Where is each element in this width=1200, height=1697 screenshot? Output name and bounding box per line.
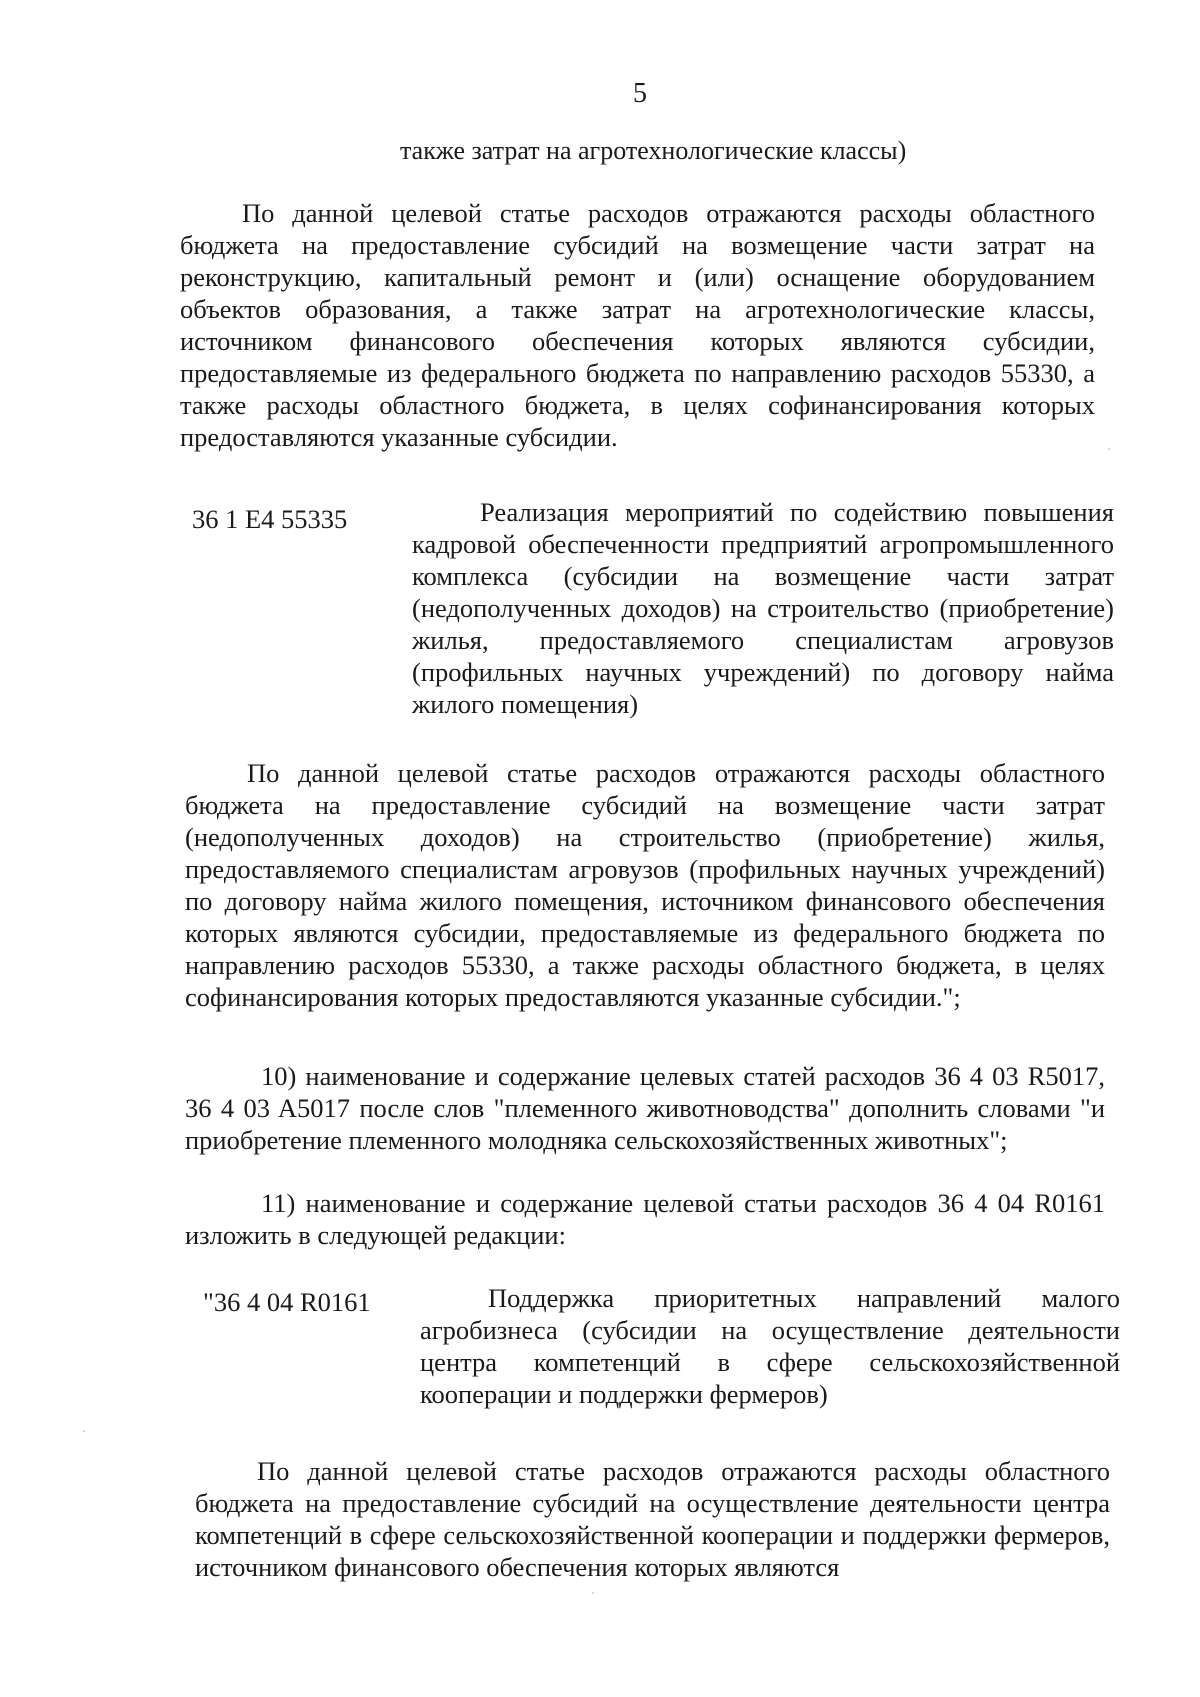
paragraph-text: По данной целевой статье расходов отражаются расходы областного бюджета на предоставление субсидий на возмещение части затрат на реконструкцию, капитальный ремонт и (или) оснащение оборудованием объектов образования, а также затрат на агротехнологические классы, источником финансового обеспечения которых являются субсидии, предоставляемые из федерального бюджета по направлению расходов 55330, а также расходы областного бюджета, в целях софинансирования которых предоставляются указанные субсидии. [180,198,1095,452]
paragraph-text: По данной целевой статье расходов отражаются расходы областного бюджета на предоставление субсидий на возмещение части затрат (недополученных доходов) на строительство (приобретение) жилья, предоставляемого специалистам агровузов (профильных научных учреждений) по договору найма жилого помещения, источником финансового обеспечения которых являются субсидии, предоставляемые из федерального бюджета по направлению расходов 55330, а также расходы областного бюджета, в целях софинансирования которых предоставляются указанные субсидии."; [185,758,1105,1012]
entry-description-text: Реализация мероприятий по содействию повышения кадровой обеспеченности предприятий агропромышленного комплекса (субсидии на возмещение части затрат (недополученных доходов) на строительство (приобретение) жилья, предоставляемого специалистам агровузов (профильных научных учреждений) по договору найма жилого помещения) [412,497,1114,719]
paragraph-1 [180,197,1095,453]
page-number: 5 [633,78,647,109]
paragraph-4 [185,1187,1105,1251]
entry-description-text: Поддержка приоритетных направлений малого агробизнеса (субсидии на осуществление деятельности центра компетенций в сфере сельскохозяйственной кооперации и поддержки фермеров) [420,1283,1120,1409]
scan-speck [1108,448,1110,450]
paragraph-3 [185,1060,1105,1156]
paragraph-text: По данной целевой статье расходов отражаются расходы областного бюджета на предоставление субсидий на осуществление деятельности центра компетенций в сфере сельскохозяйственной кооперации и поддержки фермеров, источником финансового обеспечения которых являются [195,1456,1110,1582]
paragraph-text: 11) наименование и содержание целевой статьи расходов 36 4 04 R0161 изложить в следующей редакции: [185,1188,1105,1250]
entry-code: 36 1 E4 55335 [192,504,348,534]
paragraph-2 [185,757,1105,1013]
paragraph-5 [195,1455,1110,1583]
entry-heading-continuation: также затрат на агротехнологические классы) [400,136,907,165]
entry-description [412,496,1114,720]
entry-code: "36 4 04 R0161 [203,1287,371,1317]
scan-speck [592,1592,594,1594]
paragraph-text: 10) наименование и содержание целевых статей расходов 36 4 03 R5017, 36 4 03 A5017 после слов "племенного животноводства" дополнить словами "и приобретение племенного молодняка сельскохозяйственных животных"; [185,1061,1105,1155]
scan-speck [83,1430,85,1432]
entry-description [420,1282,1120,1410]
